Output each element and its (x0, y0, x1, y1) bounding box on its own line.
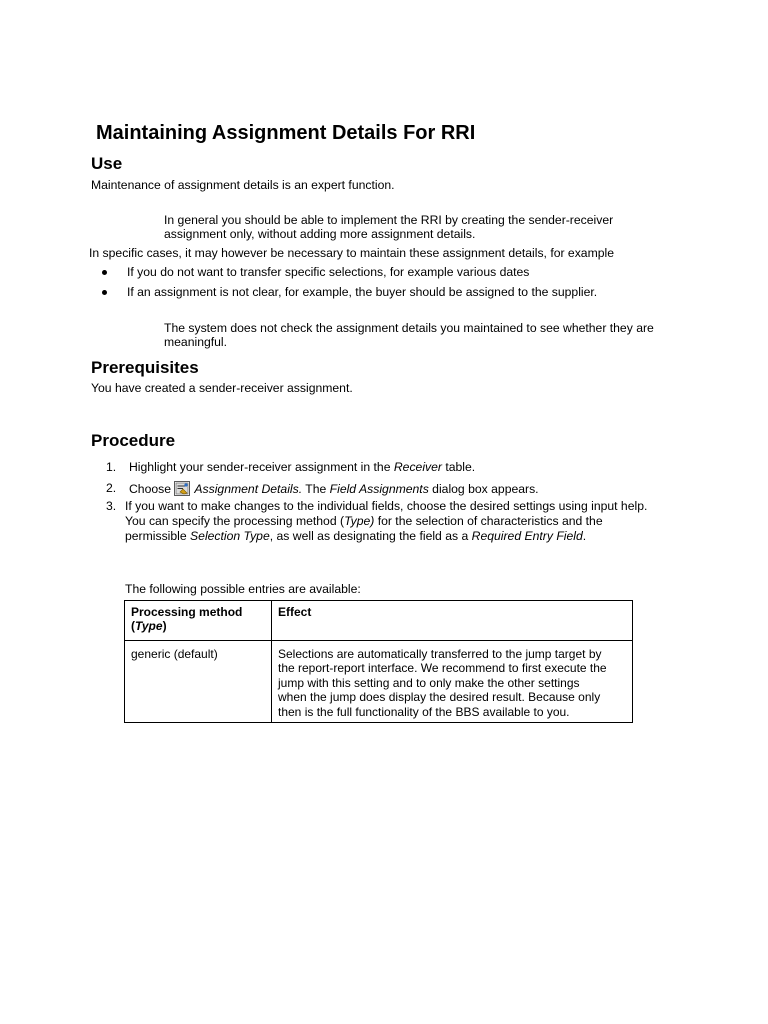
step-number: 1. (106, 460, 117, 474)
note-2-line-2: meaningful. (164, 335, 228, 349)
step-number: 3. (106, 499, 117, 513)
note-1-line-1: In general you should be able to implement the RRI by creating the sender-receiver (164, 213, 614, 227)
procedure-heading: Procedure (91, 431, 176, 450)
bullet-item: If you do not want to transfer specific selections, for example various dates (127, 265, 530, 279)
entries-intro: The following possible entries are available: (125, 582, 361, 596)
header-effect: Effect (272, 601, 633, 641)
note-2-line-1: The system does not check the assignment details you maintained to see whether they are (164, 321, 654, 335)
specific-cases-text: In specific cases, it may however be necessary to maintain these assignment details, for example (89, 246, 614, 260)
assignment-details-icon (174, 481, 190, 496)
entries-table (124, 600, 633, 723)
page-title: Maintaining Assignment Details For RRI (96, 122, 476, 144)
note-1 (164, 213, 613, 241)
prerequisites-heading: Prerequisites (91, 358, 199, 377)
bullet-item: If an assignment is not clear, for example, the buyer should be assigned to the supplier. (127, 285, 598, 299)
table-row (125, 641, 633, 723)
use-intro: Maintenance of assignment details is an expert function. (91, 178, 395, 192)
cell-effect: Selections are automatically transferred to the jump target by the report-report interface. We recommend to first execute the jump with this setting and to only make the other settings when the jump does display the desired result. Because only then is the full functionality of the BBS available to you. (272, 641, 633, 723)
step-2-text: Choose Assignment Details. The Field Assignments dialog box appears. (129, 482, 539, 496)
table-header-row (125, 601, 633, 641)
note-2 (164, 321, 654, 349)
use-heading: Use (91, 154, 123, 173)
bullet-dot (102, 270, 107, 275)
cell-method: generic (default) (125, 641, 272, 723)
step-1-text: Highlight your sender-receiver assignment in the Receiver table. (129, 460, 476, 474)
step-number: 2. (106, 481, 117, 495)
step-3-text: If you want to make changes to the individual fields, choose the desired settings using input help. You can specify the processing method (Type) for the selection of characteristics and the permissible Selection Type, as well as designating the field as a Required Entry Field. (125, 499, 648, 543)
prerequisites-text: You have created a sender-receiver assignment. (91, 381, 353, 395)
note-1-line-2: assignment only, without adding more assignment details. (164, 227, 476, 241)
header-processing-method: Processing method (Type) (125, 601, 272, 641)
bullet-dot (102, 290, 107, 295)
